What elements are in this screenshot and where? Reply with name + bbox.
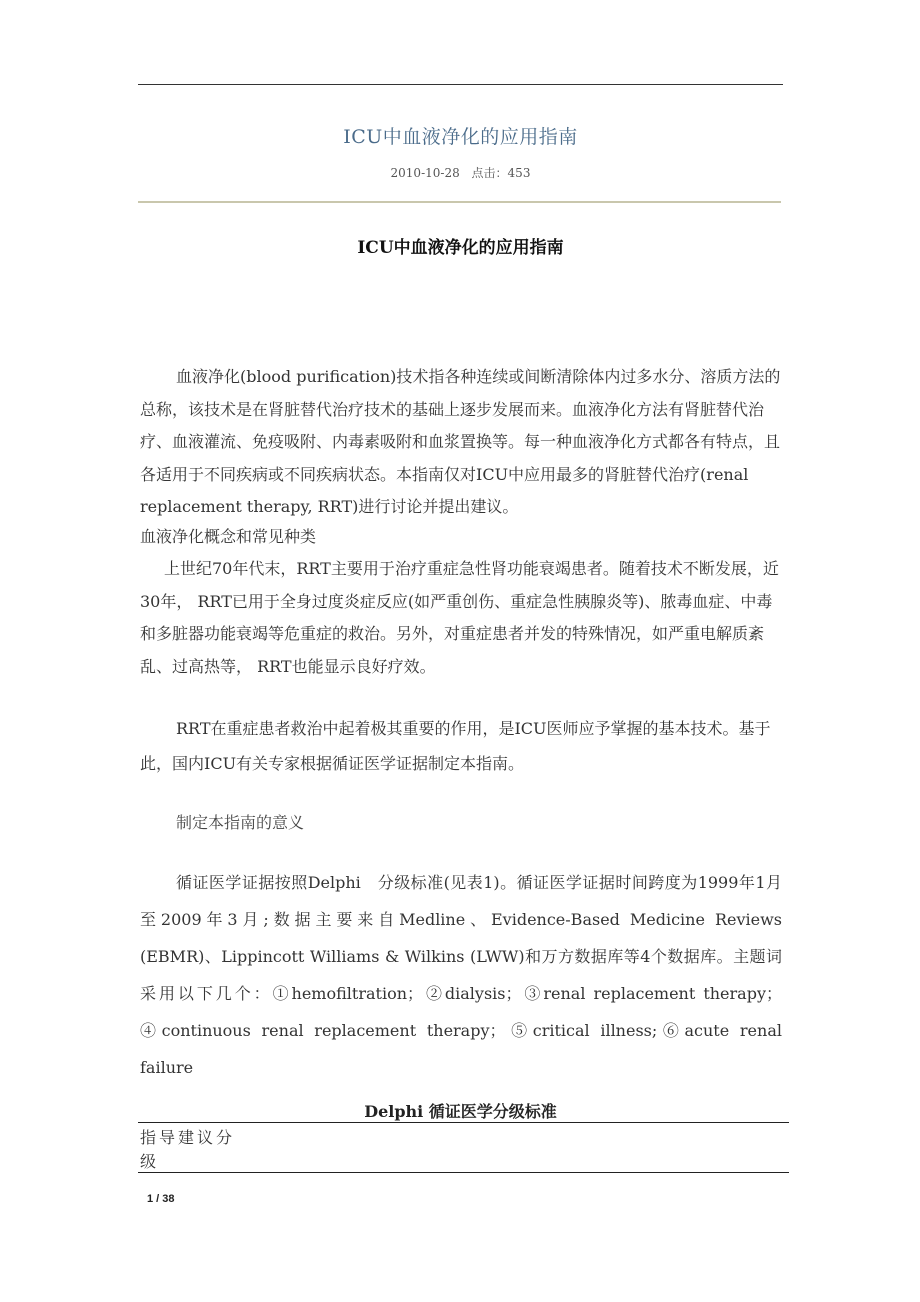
table-header-cell: 指导建议分级 [140, 1128, 236, 1171]
document-title: ICU中血液净化的应用指南 [357, 238, 564, 258]
table-title: Delphi 循证医学分级标准 [364, 1102, 557, 1121]
evidence-paragraph: 循证医学证据按照Delphi 分级标准(见表1)。循证医学证据时间跨度为1999年1月至2009年3月;数据主要来自Medline、Evidence-Based Medicine Reviews (EBMR)、Lippincott Williams & Wilkins (LWW)和万方数据库等4个数据库。主题词采用以下几个：①hemofiltration；②dialysis；③renal replacement therapy；④continuous renal replacement therapy；⑤critical illness;⑥acute renal failure [140, 873, 782, 1077]
header-divider [138, 201, 781, 203]
top-divider [138, 84, 783, 85]
article-meta [138, 164, 783, 181]
section-heading-concepts: 血液净化概念和常见种类 [140, 527, 317, 546]
page-number: 1 / 38 [147, 1193, 175, 1205]
history-paragraph: 上世纪70年代末，RRT主要用于治疗重症急性肾功能衰竭患者。随着技术不断发展，近30年， RRT已用于全身过度炎症反应(如严重创伤、重症急性胰腺炎等)、脓毒血症、中毒和多脏器功能衰竭等危重症的救治。另外，对重症患者并发的特殊情况，如严重电解质紊乱、过高热等， RRT也能显示良好疗效。 [140, 559, 779, 676]
publish-date: 2010-10-28 [390, 166, 460, 180]
site-title: ICU中血液净化的应用指南 [343, 126, 578, 148]
intro-paragraph: 血液净化(blood purification)技术指各种连续或间断清除体内过多水分、溶质方法的总称，该技术是在肾脏替代治疗技术的基础上逐步发展而来。血液净化方法有肾脏替代治疗、血液灌流、免疫吸附、内毒素吸附和血浆置换等。每一种血液净化方式都各有特点，且各适用于不同疾病或不同疾病状态。本指南仅对ICU中应用最多的肾脏替代治疗(renal replacement therapy, RRT)进行讨论并提出建议。 [140, 367, 781, 516]
table-top-rule [138, 1122, 789, 1123]
click-count: 点击：453 [471, 166, 531, 180]
importance-paragraph: RRT在重症患者救治中起着极其重要的作用，是ICU医师应予掌握的基本技术。基于此，国内ICU有关专家根据循证医学证据制定本指南。 [140, 719, 771, 773]
section-heading-significance: 制定本指南的意义 [176, 813, 305, 832]
table-bottom-rule [138, 1172, 789, 1173]
